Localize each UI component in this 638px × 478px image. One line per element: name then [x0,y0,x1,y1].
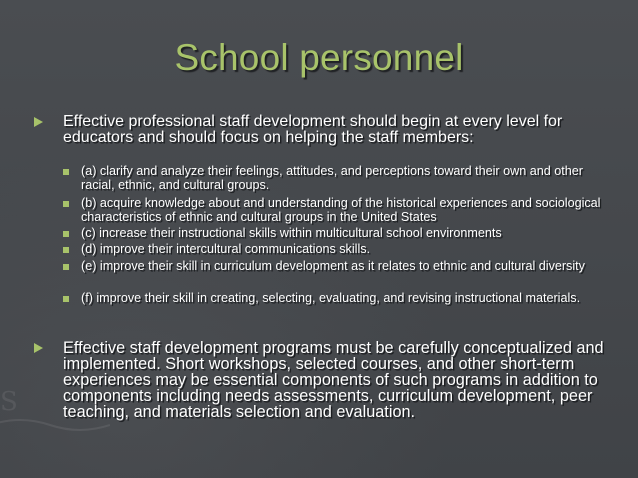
bullet-1-text: Effective professional staff development should begin at every level for educators and should focus on helping the staff members: [63,113,563,146]
square-bullet-icon [63,296,69,302]
sub-bullet-a [63,165,608,192]
sub-bullet-a-text: (a) clarify and analyze their feelings, attitudes, and perceptions toward their own and other racial, ethnic, and cultural groups. [81,164,583,192]
square-bullet-icon [63,201,69,207]
sub-bullet-f-text: (f) improve their skill in creating, selecting, evaluating, and revising instructional materials. [81,291,581,305]
triangle-bullet-icon [34,343,43,353]
square-bullet-icon [63,247,69,253]
sub-bullet-d [63,243,608,257]
bullet-1 [34,114,614,146]
square-bullet-icon [63,231,69,237]
slide-title: School personnel [174,37,464,78]
square-bullet-icon [63,264,69,270]
triangle-bullet-icon [34,117,43,127]
bullet-2-text: Effective staff development programs must be carefully conceptualized and implemented. Short workshops, selected courses, and other short-term experiences may be essential components of such programs in addition to components including needs assessments, curriculum development, peer teaching, and materials selection and evaluation. [63,339,604,421]
sub-bullet-c-text: (c) increase their instructional skills within multicultural school environments [81,226,502,240]
sub-bullet-e [63,260,608,274]
square-bullet-icon [63,169,69,175]
svg-text:S: S [0,387,18,417]
sub-bullet-f [63,292,608,306]
sub-bullet-b-text: (b) acquire knowledge about and understanding of the historical experiences and sociological characteristics of ethnic and cultural groups in the United States [81,196,601,224]
sub-bullet-d-text: (d) improve their intercultural communications skills. [81,242,371,256]
sub-bullet-e-text: (e) improve their skill in curriculum development as it relates to ethnic and cultural diversity [81,259,585,273]
sub-bullet-b [63,197,608,224]
bullet-2 [34,340,614,420]
sub-bullet-c [63,227,608,241]
